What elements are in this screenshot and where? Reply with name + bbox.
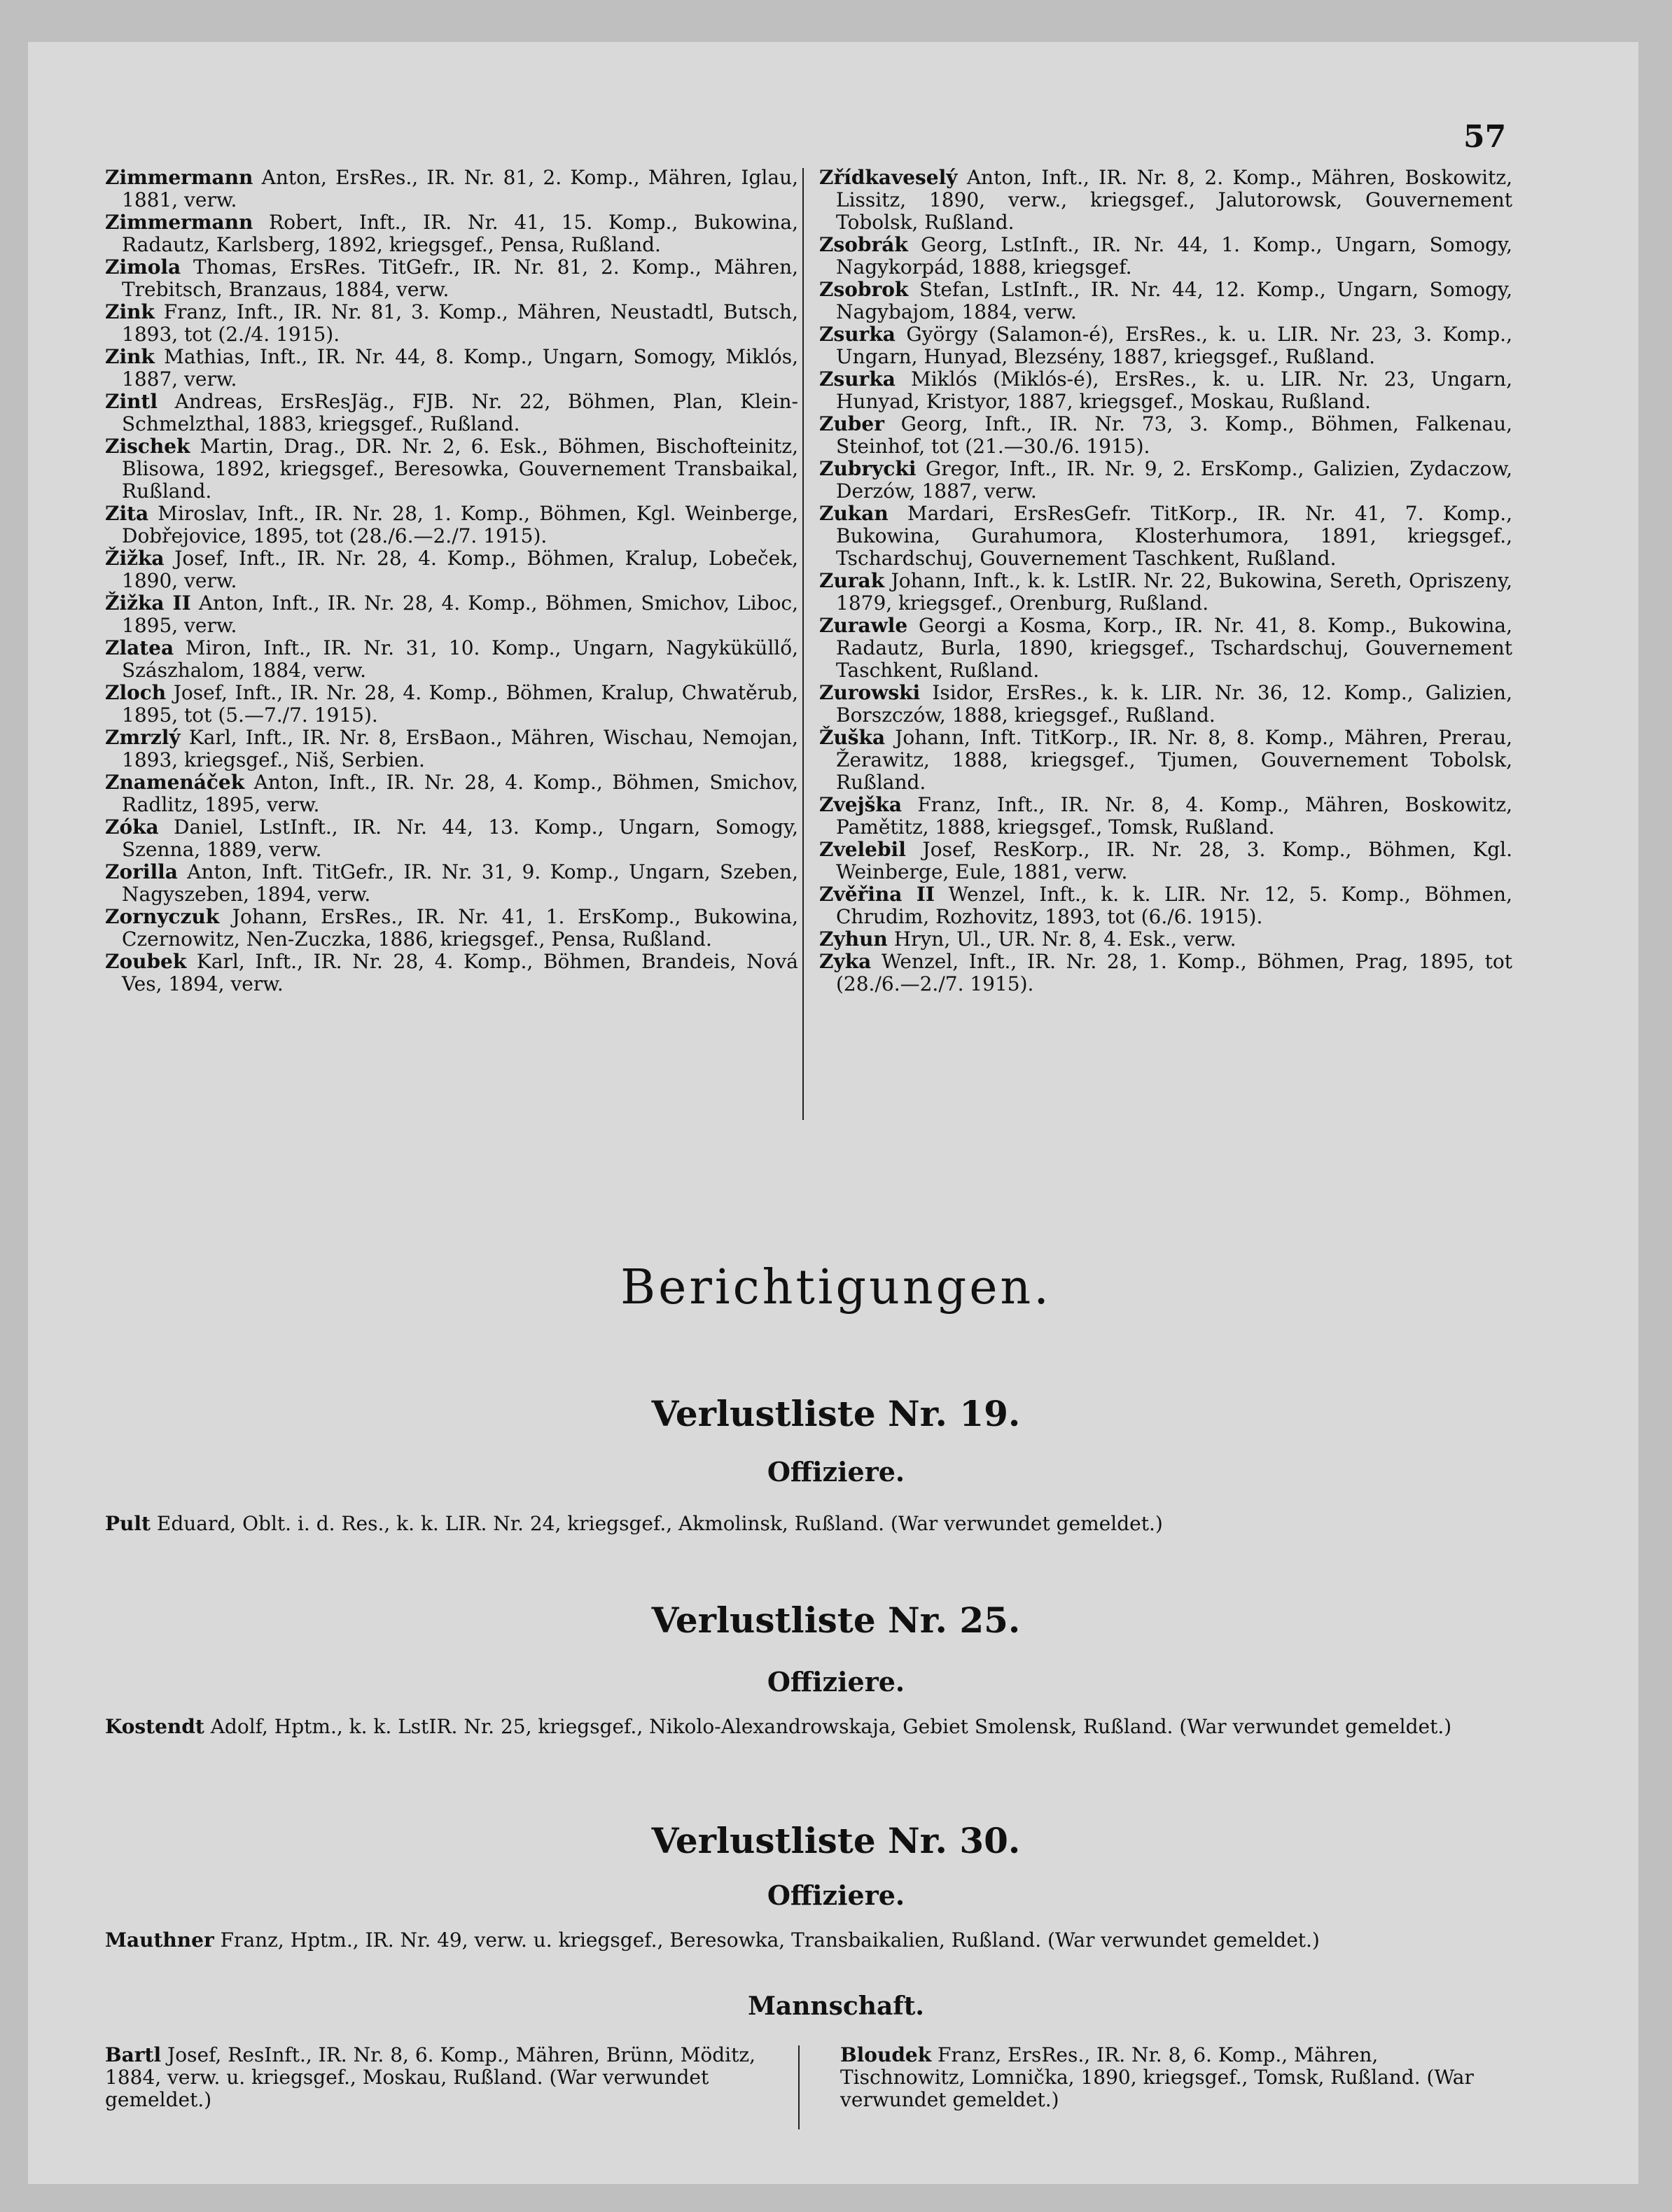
casualty-entry (819, 682, 1512, 727)
entry-text: Robert, Inft., IR. Nr. 41, 15. Komp., Bukowina, Radautz, Karlsberg, 1892, kriegsgef., Pensa, Rußland. (122, 211, 799, 256)
entry-text: Daniel, LstInft., IR. Nr. 44, 13. Komp., Ungarn, Somogy, Szenna, 1889, verw. (122, 816, 799, 861)
entry-text: Andreas, ErsResJäg., FJB. Nr. 22, Böhmen, Plan, Klein-Schmelzthal, 1883, kriegsgef., Rußland. (122, 390, 798, 435)
entry-name: Zloch (105, 681, 167, 704)
entry-name: Zóka (105, 816, 159, 839)
entry-name: Zimmermann (105, 211, 253, 234)
entry-text: Franz, ErsRes., IR. Nr. 8, 6. Komp., Mähren, Tischnowitz, Lomnička, 1890, kriegsgef., Tomsk, Rußland. (War verwundet gemeldet.) (840, 2043, 1474, 2111)
entry-name: Zurak (819, 569, 885, 592)
entry-name: Zvelebil (819, 838, 906, 861)
entry-text: György (Salamon-é), ErsRes., k. u. LIR. Nr. 23, 3. Komp., Ungarn, Hunyad, Blezsény, 1887, kriegsgef., Rußland. (836, 323, 1512, 368)
casualty-entry (105, 637, 798, 682)
entry-text: Georg, Inft., IR. Nr. 73, 3. Komp., Böhmen, Falkenau, Steinhof, tot (21.—30./6. 1915). (836, 412, 1513, 458)
casualty-entry (105, 592, 798, 637)
casualty-entry (105, 906, 798, 951)
entry-name: Zřídkaveselý (819, 166, 958, 189)
mannschaft-entry-left (105, 2044, 791, 2111)
entry-text: Miklós (Miklós-é), ErsRes., k. u. LIR. Nr. 23, Ungarn, Hunyad, Kristyor, 1887, kriegsgef., Moskau, Rußland. (836, 368, 1512, 413)
entry-text: Franz, Inft., IR. Nr. 8, 4. Komp., Mähren, Boskowitz, Pamětitz, 1888, kriegsgef., Tomsk, Rußland. (836, 793, 1513, 839)
casualty-entry (105, 547, 798, 592)
casualty-entry (819, 839, 1512, 883)
corrections-heading: Berichtigungen. (620, 1260, 1052, 1315)
entry-name: Žižka II (105, 592, 191, 615)
entry-text: Miron, Inft., IR. Nr. 31, 10. Komp., Ungarn, Nagyküküllő, Szászhalom, 1884, verw. (122, 636, 798, 682)
entry-text: Anton, Inft., IR. Nr. 28, 4. Komp., Böhmen, Smichov, Liboc, 1895, verw. (122, 592, 799, 637)
list-25-title: Verlustliste Nr. 25. (651, 1600, 1021, 1641)
entry-name: Zurawle (819, 614, 908, 637)
entry-text: Josef, ResInft., IR. Nr. 8, 6. Komp., Mähren, Brünn, Möditz, 1884, verw. u. kriegsgef., Moskau, Rußland. (War verwundet gemeldet.) (105, 2043, 756, 2111)
page-number: 57 (1463, 119, 1507, 155)
casualty-entry (105, 682, 798, 727)
casualty-entry (819, 368, 1512, 413)
casualty-entry (819, 727, 1512, 794)
entry-text: Georgi a Kosma, Korp., IR. Nr. 41, 8. Komp., Bukowina, Radautz, Burla, 1890, kriegsgef., Tschardschuj, Gouvernement Taschkent, Rußland. (836, 614, 1512, 682)
casualty-entry (105, 211, 798, 256)
entry-text: Anton, Inft., IR. Nr. 28, 4. Komp., Böhmen, Smichov, Radlitz, 1895, verw. (122, 771, 799, 816)
entry-name: Zukan (819, 502, 889, 525)
entry-text: Josef, Inft., IR. Nr. 28, 4. Komp., Böhmen, Kralup, Lobeček, 1890, verw. (122, 547, 799, 592)
entry-text: Georg, LstInft., IR. Nr. 44, 1. Komp., Ungarn, Somogy, Nagykorpád, 1888, kriegsgef. (836, 233, 1513, 279)
entry-text: Wenzel, Inft., IR. Nr. 28, 1. Komp., Böhmen, Prag, 1895, tot (28./6.—2./7. 1915). (836, 950, 1512, 995)
entry-name: Žižka (105, 547, 165, 570)
entry-name: Zsobrák (819, 233, 908, 256)
entry-name: Zuber (819, 412, 884, 435)
list-25-officers-heading: Offiziere. (767, 1666, 905, 1698)
entry-text: Johann, ErsRes., IR. Nr. 41, 1. ErsKomp., Bukowina, Czernowitz, Nen-Zuczka, 1886, kriegsgef., Pensa, Rußland. (122, 905, 798, 951)
entry-name: Zink (105, 300, 155, 323)
mannschaft-divider (798, 2045, 800, 2129)
list-19-entry (105, 1512, 1505, 1536)
entry-text: Adolf, Hptm., k. k. LstIR. Nr. 25, kriegsgef., Nikolo-Alexandrowskaja, Gebiet Smolensk, Rußland. (War verwundet gemeldet.) (210, 1715, 1452, 1738)
entry-name: Zvěřina II (819, 883, 935, 906)
list-19-officers-heading: Offiziere. (767, 1456, 905, 1488)
casualty-entry (819, 883, 1512, 928)
casualty-entry (819, 794, 1512, 839)
entry-text: Josef, ResKorp., IR. Nr. 28, 3. Komp., Böhmen, Kgl. Weinberge, Eule, 1881, verw. (836, 838, 1512, 883)
casualty-entry (819, 458, 1512, 503)
entry-name: Zischek (105, 435, 190, 458)
entry-text: Isidor, ErsRes., k. k. LIR. Nr. 36, 12. Komp., Galizien, Borszczów, 1888, kriegsgef., Rußland. (836, 681, 1512, 727)
casualty-entry (105, 727, 798, 771)
entry-name: Zubrycki (819, 457, 917, 480)
casualty-entry (819, 503, 1512, 570)
entry-name: Zvejška (819, 793, 902, 816)
entry-name: Zorilla (105, 860, 178, 883)
entry-name: Zink (105, 345, 155, 368)
mannschaft-entry-right (840, 2044, 1505, 2111)
casualty-entry (819, 928, 1512, 951)
left-column (105, 167, 798, 995)
entry-name: Mauthner (105, 1928, 214, 1952)
entry-text: Franz, Inft., IR. Nr. 81, 3. Komp., Mähren, Neustadtl, Butsch, 1893, tot (2./4. 1915). (122, 300, 798, 346)
entry-text: Eduard, Oblt. i. d. Res., k. k. LIR. Nr. 24, kriegsgef., Akmolinsk, Rußland. (War verwundet gemeldet.) (156, 1512, 1163, 1535)
entry-name: Zimola (105, 255, 181, 279)
casualty-entry (819, 167, 1512, 234)
entry-name: Zurowski (819, 681, 921, 704)
list-25-entry (105, 1715, 1505, 1739)
list-30-entry (105, 1928, 1505, 1952)
entry-name: Zintl (105, 390, 158, 413)
casualty-entry (819, 951, 1512, 995)
entry-name: Zlatea (105, 636, 174, 659)
casualty-entry (105, 391, 798, 435)
list-30-mannschaft-heading: Mannschaft. (748, 1991, 924, 2021)
entry-name: Bartl (105, 2043, 162, 2066)
casualty-entry (105, 951, 798, 995)
entry-name: Zyka (819, 950, 872, 973)
casualty-entry (819, 234, 1512, 279)
casualty-entry (105, 301, 798, 346)
casualty-entry (105, 771, 798, 816)
entry-text: Franz, Hptm., IR. Nr. 49, verw. u. kriegsgef., Beresowka, Transbaikalien, Rußland. (War verwundet gemeldet.) (220, 1928, 1320, 1952)
entry-name: Zsurka (819, 323, 896, 346)
entry-text: Johann, Inft. TitKorp., IR. Nr. 8, 8. Komp., Mähren, Prerau, Žerawitz, 1888, kriegsgef., Tjumen, Gouvernement Tobolsk, Rußland. (836, 726, 1513, 794)
entry-text: Martin, Drag., DR. Nr. 2, 6. Esk., Böhmen, Bischofteinitz, Blisowa, 1892, kriegsgef., Beresowka, Gouvernement Transbaikal, Rußland. (122, 435, 798, 503)
entry-text: Johann, Inft., k. k. LstIR. Nr. 22, Bukowina, Sereth, Opriszeny, 1879, kriegsgef., Orenburg, Rußland. (836, 569, 1513, 615)
casualty-entry (105, 167, 798, 211)
casualty-entry (819, 413, 1512, 458)
entry-text: Stefan, LstInft., IR. Nr. 44, 12. Komp., Ungarn, Somogy, Nagybajom, 1884, verw. (836, 278, 1513, 323)
casualty-entry (819, 615, 1512, 682)
entry-text: Anton, Inft. TitGefr., IR. Nr. 31, 9. Komp., Ungarn, Szeben, Nagyszeben, 1894, verw. (122, 860, 798, 906)
entry-text: Josef, Inft., IR. Nr. 28, 4. Komp., Böhmen, Kralup, Chwatěrub, 1895, tot (5.—7./7. 1915). (122, 681, 798, 727)
entry-name: Žuška (819, 726, 886, 749)
entry-name: Zmrzlý (105, 726, 181, 749)
entry-name: Zyhun (819, 927, 888, 951)
entry-text: Karl, Inft., IR. Nr. 8, ErsBaon., Mähren, Wischau, Nemojan, 1893, kriegsgef., Niš, Serbien. (122, 726, 798, 771)
casualty-entry (105, 816, 798, 861)
entry-name: Zornyczuk (105, 905, 220, 928)
entry-text: Gregor, Inft., IR. Nr. 9, 2. ErsKomp., Galizien, Zydaczow, Derzów, 1887, verw. (836, 457, 1513, 503)
entry-name: Zita (105, 502, 149, 525)
casualty-entry (105, 503, 798, 547)
entry-text: Mardari, ErsResGefr. TitKorp., IR. Nr. 41, 7. Komp., Bukowina, Gurahumora, Klosterhumora, 1891, kriegsgef., Tschardschuj, Gouvernement Taschkent, Rußland. (836, 502, 1512, 570)
casualty-entry (819, 323, 1512, 368)
entry-text: Anton, Inft., IR. Nr. 8, 2. Komp., Mähren, Boskowitz, Lissitz, 1890, verw., kriegsgef., Jalutorowsk, Gouvernement Tobolsk, Rußland. (836, 166, 1512, 234)
entry-name: Zoubek (105, 950, 187, 973)
casualty-entry (105, 256, 798, 301)
entry-name: Zimmermann (105, 166, 253, 189)
casualty-entry (819, 279, 1512, 323)
entry-text: Miroslav, Inft., IR. Nr. 28, 1. Komp., Böhmen, Kgl. Weinberge, Dobřejovice, 1895, tot (28./6.—2./7. 1915). (122, 502, 798, 547)
entry-text: Wenzel, Inft., k. k. LIR. Nr. 12, 5. Komp., Böhmen, Chrudim, Rozhovitz, 1893, tot (6./6. 1915). (836, 883, 1512, 928)
entry-text: Karl, Inft., IR. Nr. 28, 4. Komp., Böhmen, Brandeis, Nová Ves, 1894, verw. (122, 950, 799, 995)
column-divider (802, 168, 804, 1120)
entry-name: Znamenáček (105, 771, 245, 794)
entry-name: Bloudek (840, 2043, 932, 2066)
list-19-title: Verlustliste Nr. 19. (651, 1393, 1021, 1434)
casualty-entry (105, 346, 798, 391)
casualty-entry (819, 570, 1512, 615)
casualty-entry (105, 435, 798, 503)
entry-name: Zsurka (819, 368, 896, 391)
right-column (819, 167, 1512, 995)
entry-text: Anton, ErsRes., IR. Nr. 81, 2. Komp., Mähren, Iglau, 1881, verw. (122, 166, 798, 211)
entry-name: Kostendt (105, 1715, 204, 1738)
entry-name: Zsobrok (819, 278, 909, 301)
list-30-title: Verlustliste Nr. 30. (651, 1820, 1021, 1861)
list-30-officers-heading: Offiziere. (767, 1879, 905, 1911)
entry-text: Mathias, Inft., IR. Nr. 44, 8. Komp., Ungarn, Somogy, Miklós, 1887, verw. (122, 345, 798, 391)
entry-text: Hryn, Ul., UR. Nr. 8, 4. Esk., verw. (893, 927, 1236, 951)
entry-text: Thomas, ErsRes. TitGefr., IR. Nr. 81, 2. Komp., Mähren, Trebitsch, Branzaus, 1884, verw. (122, 255, 798, 301)
entry-name: Pult (105, 1512, 151, 1535)
casualty-entry (105, 861, 798, 906)
